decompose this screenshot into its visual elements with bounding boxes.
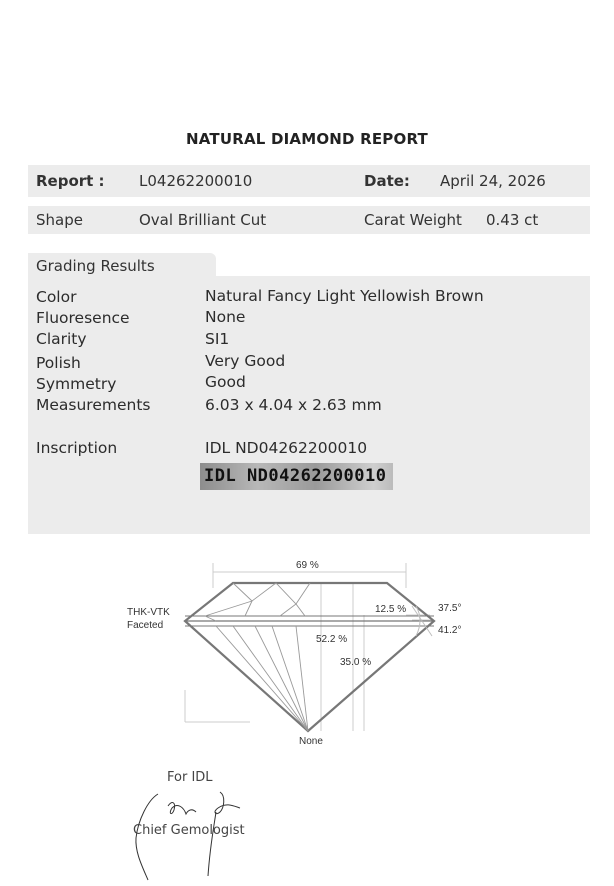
inscription-label: Inscription: [36, 439, 118, 457]
crown-angle: 37.5°: [438, 603, 462, 614]
fluorescence-value: None: [205, 308, 246, 326]
report-number: L04262200010: [139, 172, 253, 190]
symmetry-label: Symmetry: [36, 375, 117, 393]
girdle-label-finish: Faceted: [127, 620, 164, 631]
for-idl-label: For IDL: [167, 770, 213, 785]
proportions-diagram: [120, 552, 480, 752]
grading-heading: Grading Results: [36, 257, 155, 275]
carat-label: Carat Weight: [364, 211, 462, 229]
report-label: Report :: [36, 172, 105, 190]
culet-value: None: [299, 736, 323, 747]
date-value: April 24, 2026: [440, 172, 546, 190]
color-label: Color: [36, 288, 77, 306]
chief-gemologist-label: Chief Gemologist: [133, 823, 245, 838]
polish-value: Very Good: [205, 352, 286, 370]
crown-height: 12.5 %: [375, 604, 407, 615]
measurements-value: 6.03 x 4.04 x 2.63 mm: [205, 396, 382, 414]
clarity-value: SI1: [205, 330, 230, 348]
laser-inscription-image: [200, 463, 393, 490]
inscription-value: IDL ND04262200010: [205, 439, 368, 457]
fluorescence-label: Fluoresence: [36, 309, 130, 327]
girdle-label-thickness: THK-VTK: [127, 607, 170, 618]
report-title: NATURAL DIAMOND REPORT: [186, 130, 428, 148]
shape-label: Shape: [36, 211, 83, 229]
pavilion-angle: 41.2°: [438, 625, 462, 636]
shape-value: Oval Brilliant Cut: [139, 211, 267, 229]
color-value: Natural Fancy Light Yellowish Brown: [205, 287, 484, 305]
polish-label: Polish: [36, 354, 81, 372]
date-label: Date:: [364, 172, 410, 190]
measurements-label: Measurements: [36, 396, 151, 414]
total-depth: 52.2 %: [316, 634, 348, 645]
symmetry-value: Good: [205, 373, 246, 391]
pavilion-depth: 35.0 %: [340, 657, 372, 668]
table-percentage: 69 %: [296, 560, 319, 571]
carat-value: 0.43 ct: [486, 211, 539, 229]
clarity-label: Clarity: [36, 330, 87, 348]
laser-inscription-text: IDL ND04262200010: [204, 466, 387, 486]
